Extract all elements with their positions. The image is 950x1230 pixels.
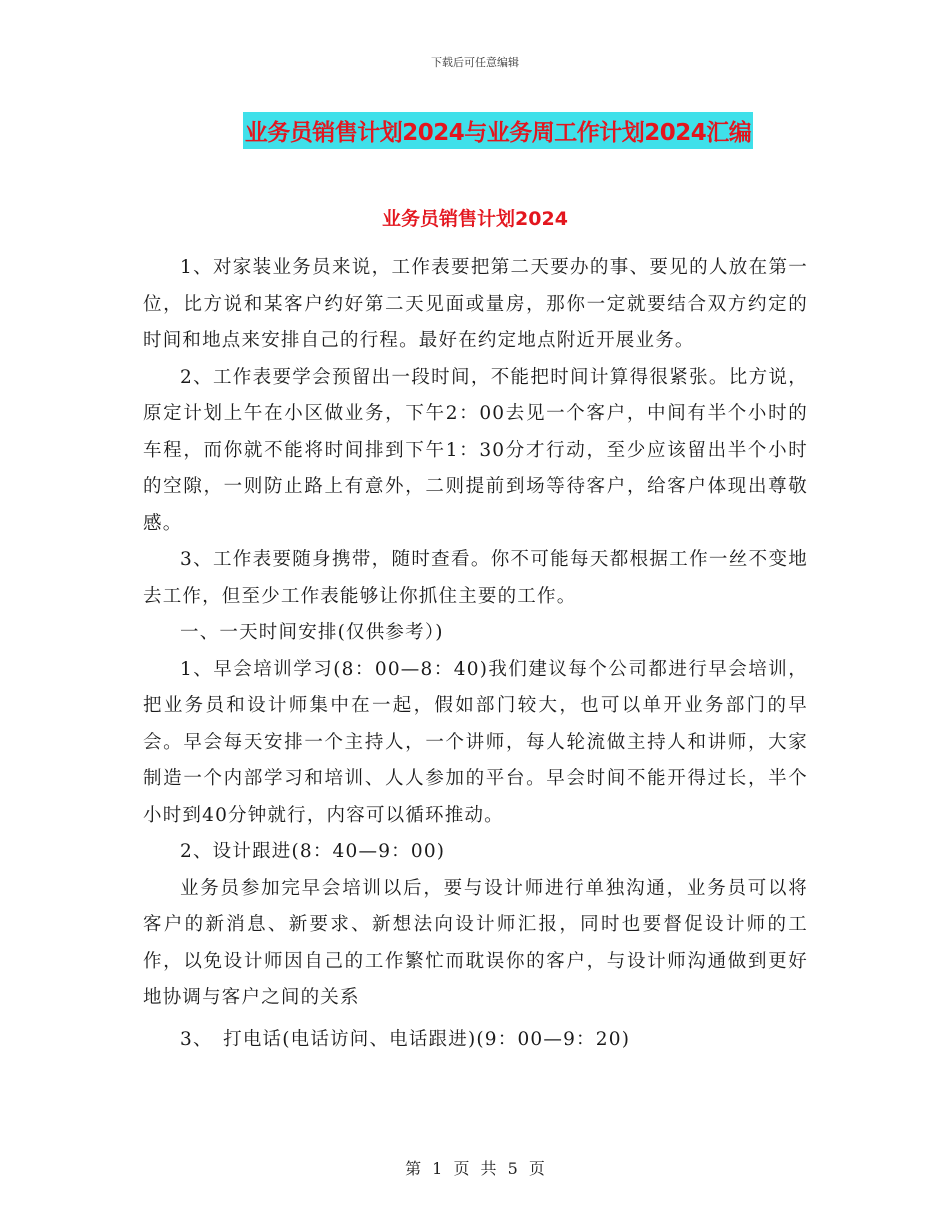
document-body (143, 250, 808, 1058)
paragraph-2: 2、工作表要学会预留出一段时间，不能把时间计算得很紧张。比方说，原定计划上午在小区做业务，下午2：00去见一个客户，中间有半个小时的车程，而你就不能将时间排到下午1：30分才行动，至少应该留出半个小时的空隙，一则防止路上有意外，二则提前到场等待客户，给客户体现出尊敬感。 (143, 366, 808, 534)
page-footer: 第 1 页 共 5 页 (405, 1159, 545, 1178)
section-title: 业务员销售计划2024 (382, 208, 568, 230)
paragraph-1: 1、对家装业务员来说，工作表要把第二天要办的事、要见的人放在第一位，比方说和某客户约好第二天见面或量房，那你一定就要结合双方约定的时间和地点来安排自己的行程。最好在约定地点附近开展业务。 (143, 257, 808, 351)
paragraph-7: 业务员参加完早会培训以后，要与设计师进行单独沟通，业务员可以将客户的新消息、新要求、新想法向设计师汇报，同时也要督促设计师的工作，以免设计师因自己的工作繁忙而耽误你的客户，与设计师沟通做到更好地协调与客户之间的关系 (143, 877, 808, 1008)
document-title: 业务员销售计划2024与业务周工作计划2024汇编 (243, 112, 754, 149)
paragraph-4: 一、一天时间安排(仅供参考）) (180, 622, 444, 643)
header-note: 下载后可任意编辑 (431, 56, 519, 69)
paragraph-5: 1、早会培训学习(8：00—8：40)我们建议每个公司都进行早会培训，把业务员和设计师集中在一起，假如部门较大，也可以单开业务部门的早会。早会每天安排一个主持人，一个讲师，每人轮流做主持人和讲师，大家制造一个内部学习和培训、人人参加的平台。早会时间不能开得过长，半个小时到40分钟就行，内容可以循环推动。 (143, 658, 808, 826)
paragraph-6: 2、设计跟进(8：40—9：00) (180, 841, 446, 862)
paragraph-8: 3、 打电话(电话访问、电话跟进)(9：00—9：20) (180, 1028, 631, 1050)
document-title-wrap (0, 112, 950, 149)
paragraph-3: 3、工作表要随身携带，随时查看。你不可能每天都根据工作一丝不变地去工作，但至少工作表能够让你抓住主要的工作。 (143, 549, 808, 607)
